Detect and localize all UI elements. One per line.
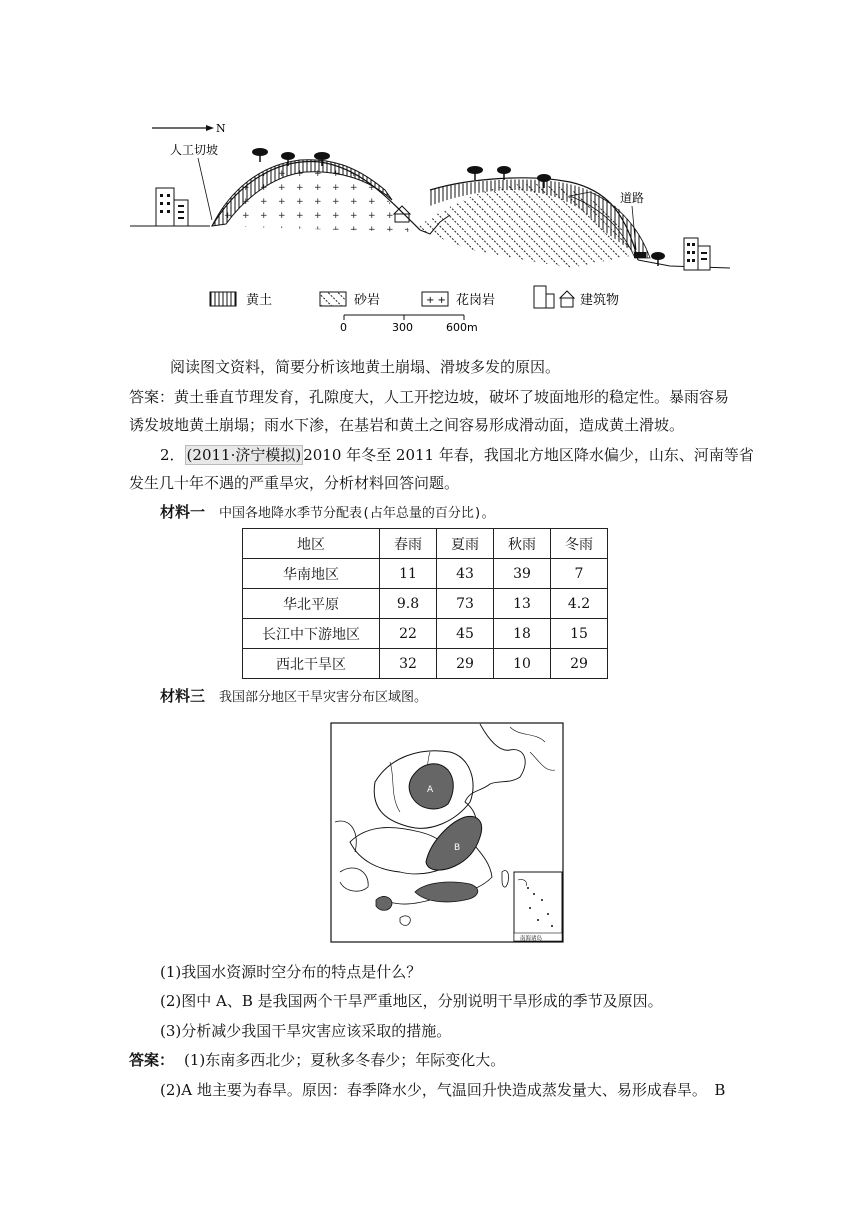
table-cell: 10 xyxy=(494,649,551,679)
table-header: 秋雨 xyxy=(494,529,551,559)
q2-intro-line2: 发生几十年不遇的严重旱灾，分析材料回答问题。 xyxy=(129,474,460,492)
q2-intro-text: 2010 年冬至 2011 年春，我国北方地区降水偏少，山东、河南等省 xyxy=(303,446,754,464)
answer-label: 答案： xyxy=(129,1051,175,1069)
table-cell: 29 xyxy=(437,649,494,679)
table-cell: 43 xyxy=(437,559,494,589)
table-row xyxy=(243,559,608,589)
scale-300: 300 xyxy=(392,321,413,334)
cross-section-figure xyxy=(130,110,730,340)
table-cell: 长江中下游地区 xyxy=(243,619,380,649)
road-label: 道路 xyxy=(620,191,645,205)
q1-prompt: 阅读图文资料，简要分析该地黄土崩塌、滑坡多发的原因。 xyxy=(170,358,561,376)
legend-loess-swatch xyxy=(210,292,236,306)
legend-granite: 花岗岩 xyxy=(456,293,496,308)
answer-2: (2)A 地主要为春旱。原因：春季降水少，气温回升快造成蒸发量大、易形成春旱。 B xyxy=(160,1081,726,1099)
table-row xyxy=(243,619,608,649)
building-right-icon xyxy=(684,238,710,270)
table-cell: 45 xyxy=(437,619,494,649)
north-label: N xyxy=(216,122,226,135)
material1-line xyxy=(160,502,495,524)
table-cell: 22 xyxy=(380,619,437,649)
table-header: 春雨 xyxy=(380,529,437,559)
question-1: (1)我国水资源时空分布的特点是什么？ xyxy=(160,963,422,981)
answer-1: (1)东南多西北少；夏秋多冬春少；年际变化大。 xyxy=(184,1051,506,1069)
rainfall-table xyxy=(242,528,608,679)
scale-0: 0 xyxy=(340,321,347,334)
q2-source: (2011·济宁模拟) xyxy=(186,446,302,464)
inset-label: 南海诸岛 xyxy=(520,936,543,942)
south-sea-inset xyxy=(514,872,562,941)
q2-intro-line1 xyxy=(160,445,754,465)
material3-text: 我国部分地区干旱灾害分布区域图。 xyxy=(219,690,428,705)
taiwan xyxy=(502,870,509,887)
svg-text:+ +: + + xyxy=(426,295,446,306)
region-b-label: B xyxy=(454,843,461,853)
table-cell: 4.2 xyxy=(551,589,608,619)
table-cell: 18 xyxy=(494,619,551,649)
table-cell: 华南地区 xyxy=(243,559,380,589)
material1-text: 中国各地降水季节分配表(占年总量的百分比)。 xyxy=(219,506,495,521)
table-header: 冬雨 xyxy=(551,529,608,559)
material3-label: 材料三 xyxy=(160,687,206,705)
building-left-icon xyxy=(156,188,188,226)
table-header-row xyxy=(243,529,608,559)
legend-building: 建筑物 xyxy=(580,293,620,308)
table-header: 夏雨 xyxy=(437,529,494,559)
table-cell: 15 xyxy=(551,619,608,649)
table-row xyxy=(243,589,608,619)
table-cell: 39 xyxy=(494,559,551,589)
table-header: 地区 xyxy=(243,529,380,559)
table-cell: 华北平原 xyxy=(243,589,380,619)
table-cell: 32 xyxy=(380,649,437,679)
table-cell: 9.8 xyxy=(380,589,437,619)
scale-600: 600m xyxy=(446,321,478,334)
cut-slope-label: 人工切坡 xyxy=(170,143,219,157)
road-mark xyxy=(634,252,646,258)
region-a-label: A xyxy=(427,785,434,795)
table-cell: 11 xyxy=(380,559,437,589)
table-row xyxy=(243,649,608,679)
material1-label: 材料一 xyxy=(160,503,206,521)
q2-number: 2． xyxy=(160,446,185,464)
legend-sandstone-swatch xyxy=(320,292,346,306)
legend-sandstone: 砂岩 xyxy=(354,293,381,308)
material3-line xyxy=(160,686,427,708)
table-cell: 13 xyxy=(494,589,551,619)
table-cell: 西北干旱区 xyxy=(243,649,380,679)
table-cell: 73 xyxy=(437,589,494,619)
legend-loess: 黄土 xyxy=(246,293,273,308)
drought-map xyxy=(330,722,564,944)
legend-building-icon xyxy=(534,286,574,308)
q1-answer-line2: 诱发坡地黄土崩塌；雨水下渗，在基岩和黄土之间容易形成滑动面，造成黄土滑坡。 xyxy=(129,416,685,434)
answer-line-1 xyxy=(129,1050,505,1070)
question-3: (3)分析减少我国干旱灾害应该采取的措施。 xyxy=(160,1022,452,1040)
q1-answer-line1: 答案：黄土垂直节理发育，孔隙度大，人工开挖边坡，破坏了坡面地形的稳定性。暴雨容易 xyxy=(129,388,730,406)
question-2: (2)图中 A、B 是我国两个干旱严重地区，分别说明干旱形成的季节及原因。 xyxy=(160,992,663,1010)
table-cell: 29 xyxy=(551,649,608,679)
table-cell: 7 xyxy=(551,559,608,589)
